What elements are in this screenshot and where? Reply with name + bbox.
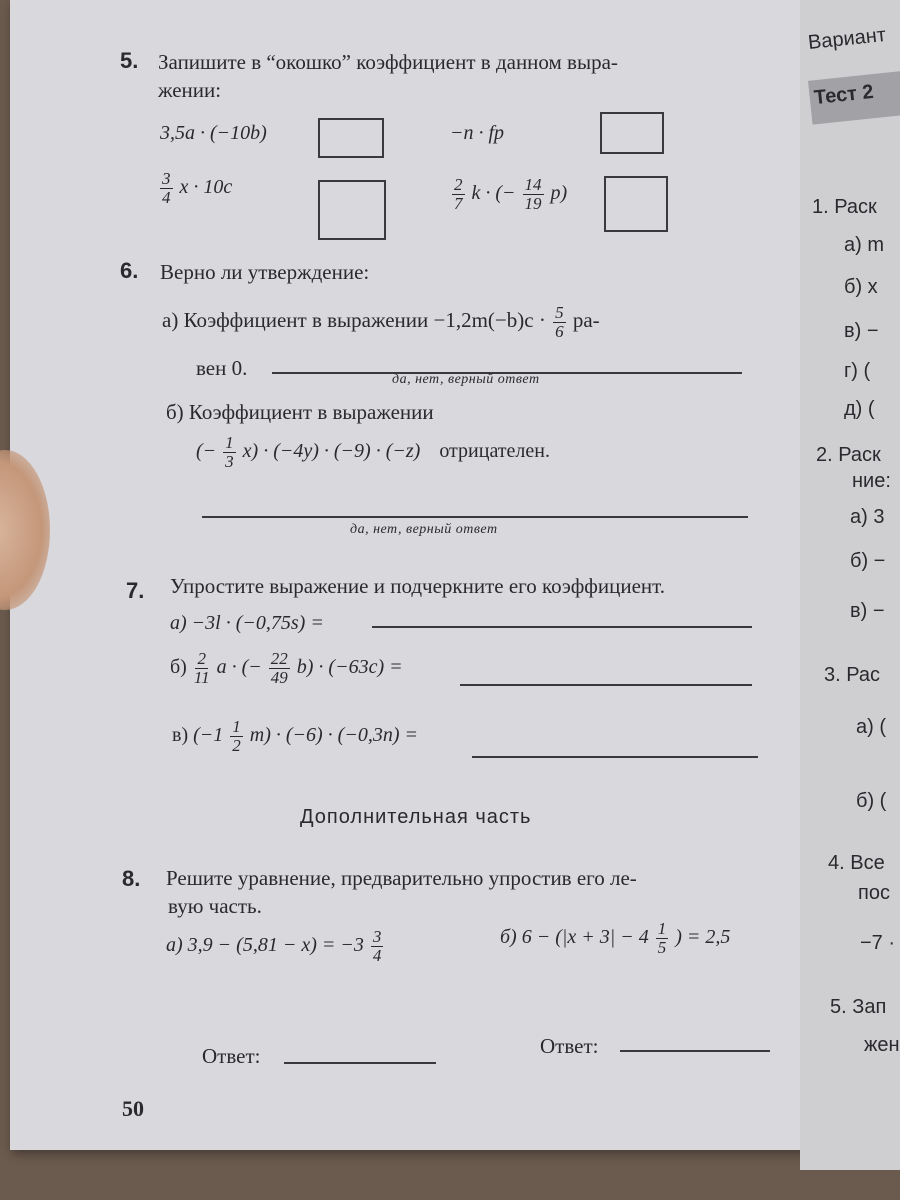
right-line: б) − — [850, 550, 886, 572]
q6-b-expression: (− $\frac{1}{3}$ x) · (−4y) · (−9) · (−z) отрицателен. — [196, 433, 550, 471]
right-line: а) 3 — [850, 506, 885, 528]
right-line: жен — [864, 1034, 900, 1056]
q5-text-line1: Запишите в “окошко” коэффициент в данном выра- — [158, 50, 618, 74]
q6-text: Верно ли утверждение: — [160, 260, 370, 284]
right-line: ние: — [852, 470, 891, 492]
right-line: д) ( — [844, 398, 875, 420]
q7-text: Упростите выражение и подчеркните его коэффициент. — [170, 574, 665, 598]
q7-a-expression: а) −3l · (−0,75s) = — [170, 612, 324, 634]
q8-a-answer-label: Ответ: — [202, 1044, 261, 1068]
q5-expr-4: $\frac{2}{7}$ k · (− $\frac{14}{19}$ p) — [454, 175, 568, 213]
q5-expr-1: 3,5a · (−10b) — [160, 122, 267, 144]
right-line: а) m — [844, 234, 884, 256]
q8-a-answer-line[interactable] — [284, 1062, 436, 1064]
right-line: в) − — [844, 320, 879, 342]
q7-number: 7. — [126, 578, 145, 603]
q5-answer-box-4[interactable] — [604, 176, 668, 232]
q6-b-hint: да, нет, верный ответ — [350, 522, 498, 537]
q7-b-expression: б) $\frac{2}{11}$ a · (− $\frac{22}{49}$ b) · (−63c) = — [170, 649, 403, 687]
q8-b-equation: б) 6 − (|x + 3| − 4 $\frac{1}{5}$ ) = 2,5 — [500, 919, 731, 957]
q6-a-line2: вен 0. — [196, 356, 248, 380]
q8-a-equation: а) 3,9 − (5,81 − x) = −3 $\frac{3}{4}$ — [166, 927, 382, 965]
q8-text-line1: Решите уравнение, предварительно упростив его ле- — [166, 866, 637, 890]
q5-text-line2: жении: — [158, 78, 222, 102]
q6-a-hint: да, нет, верный ответ — [392, 372, 540, 387]
q8-text-line2: вую часть. — [168, 894, 262, 918]
right-line: 4. Все — [828, 852, 885, 874]
q5-expr-3: $\frac{3}{4}$ x · 10c — [162, 169, 233, 207]
textbook-right-page — [800, 0, 900, 1170]
right-line: б) ( — [856, 790, 887, 812]
q5-expr-2: −n · fp — [450, 122, 505, 144]
q8-number: 8. — [122, 866, 141, 891]
q6-b-answer-line[interactable] — [202, 516, 748, 518]
right-line: б) x — [844, 276, 878, 298]
textbook-left-page — [10, 0, 810, 1150]
right-line: пос — [858, 882, 890, 904]
right-line: в) − — [850, 600, 885, 622]
q5-number: 5. — [120, 48, 139, 73]
right-line: а) ( — [856, 716, 886, 738]
page-number: 50 — [122, 1096, 144, 1121]
q8-b-answer-line[interactable] — [620, 1050, 770, 1052]
q7-b-answer-line[interactable] — [460, 684, 752, 686]
q5-answer-box-2[interactable] — [600, 112, 664, 154]
extra-section-title: Дополнительная часть — [300, 806, 532, 828]
right-line: г) ( — [844, 360, 871, 382]
right-test-label: Тест 2 — [812, 80, 875, 110]
right-line: 5. Зап — [830, 996, 887, 1018]
q5-answer-box-1[interactable] — [318, 118, 384, 158]
right-line: 2. Раск — [816, 444, 881, 466]
q7-c-expression: в) (−1 $\frac{1}{2}$ m) · (−6) · (−0,3n) = — [172, 717, 418, 755]
q8-b-answer-label: Ответ: — [540, 1034, 599, 1058]
q7-a-answer-line[interactable] — [372, 626, 752, 628]
q6-number: 6. — [120, 258, 139, 283]
right-line: −7 · — [860, 932, 896, 954]
right-variant-label: Вариант — [807, 23, 887, 55]
q6-a-statement: а) Коэффициент в выражении −1,2m(−b)c · $\frac{5}{6}$ ра- — [162, 303, 600, 341]
right-line: 3. Рас — [824, 664, 881, 686]
q7-c-answer-line[interactable] — [472, 756, 758, 758]
q5-answer-box-3[interactable] — [318, 180, 386, 240]
q6-b-text: б) Коэффициент в выражении — [166, 400, 434, 424]
right-line: 1. Раск — [812, 196, 877, 218]
